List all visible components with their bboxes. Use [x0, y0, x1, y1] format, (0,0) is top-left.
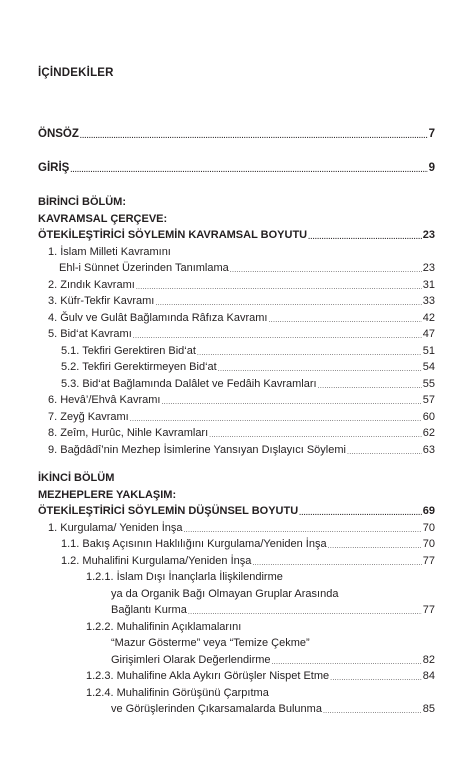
part1-heading-1: BİRİNCİ BÖLÜM:	[38, 196, 126, 208]
dot-leader	[70, 164, 427, 176]
dot-leader	[155, 298, 421, 310]
toc-entry-line: 1.2.2. Muhalifinin Açıklamalarını	[86, 620, 242, 633]
toc-page-number: 85	[422, 703, 435, 715]
toc-entry[interactable]	[38, 536, 435, 553]
toc-page-number: 70	[422, 538, 435, 550]
toc-page-number: 70	[422, 521, 435, 534]
toc-entry-label: 4. Ğulv ve Gulât Bağlamında Râfıza Kavramı	[48, 311, 268, 324]
toc-entry-giris[interactable]	[38, 160, 435, 177]
toc-page-number: 69	[422, 505, 435, 517]
toc-entry[interactable]	[38, 392, 435, 409]
part2-heading-3[interactable]	[38, 503, 435, 520]
dot-leader	[323, 706, 422, 718]
toc-entry-label: 8. Zeîm, Hurûc, Nihle Kavramları	[48, 427, 209, 439]
dot-leader	[130, 413, 422, 425]
toc-entry[interactable]	[38, 520, 435, 537]
toc-page-number: 54	[422, 361, 435, 373]
dot-leader	[308, 232, 422, 244]
toc-entry-label: 1.1. Bakış Açısının Haklılığını Kurgulama/Yeniden İnşa	[61, 538, 327, 550]
toc-entry-label: 1.2.3. Muhalifine Akla Aykırı Görüşler Nispet Etme	[86, 670, 330, 682]
dot-leader	[184, 524, 422, 536]
dot-leader	[330, 673, 422, 685]
toc-entry-onsoz[interactable]	[38, 126, 435, 143]
page-title: İÇİNDEKİLER	[38, 67, 114, 79]
toc-page-number: 84	[422, 670, 435, 682]
dot-leader	[272, 656, 422, 668]
toc-entry[interactable]	[38, 277, 435, 294]
toc-page-number: 51	[422, 344, 435, 357]
toc-entry-label: Girişimleri Olarak Değerlendirme	[111, 653, 271, 666]
toc-entry-label: 7. Zeyğ Kavramı	[48, 410, 129, 423]
dot-leader	[209, 430, 422, 442]
toc-page-number: 62	[422, 427, 435, 439]
toc-entry-line: 1.2.4. Muhalifinin Görüşünü Çarpıtma	[86, 686, 269, 699]
dot-leader	[230, 265, 422, 277]
toc-entry-label: 1.2. Muhalifini Kurgulama/Yeniden İnşa	[61, 554, 252, 567]
toc-entry-line: ya da Organik Bağı Olmayan Gruplar Arasında	[111, 587, 339, 600]
dot-leader	[197, 347, 422, 359]
toc-entry-label: 5.3. Bid‘at Bağlamında Dalâlet ve Fedâih Kavramları	[61, 377, 317, 390]
toc-page-number: 82	[422, 653, 435, 666]
toc-page-number: 33	[422, 295, 435, 307]
toc-entry[interactable]	[38, 310, 435, 327]
toc-page-number: 7	[428, 128, 435, 140]
toc-page-number: 57	[422, 394, 435, 406]
toc-page-number: 42	[422, 311, 435, 324]
toc-page-number: 23	[422, 262, 435, 274]
toc-entry-label: Ehl-i Sünnet Üzerinden Tanımlama	[59, 262, 229, 274]
toc-entry-label: 5.2. Tekfiri Gerektirmeyen Bid‘at	[61, 361, 217, 373]
dot-leader	[347, 446, 422, 458]
toc-page-number: 23	[422, 229, 435, 241]
toc-page-number: 9	[428, 161, 435, 174]
toc-entry-line: 1.2.1. İslam Dışı İnançlarla İlişkilendirme	[86, 571, 283, 583]
dot-leader	[136, 281, 422, 293]
toc-page-number: 60	[422, 410, 435, 423]
toc-entry-label: 3. Küfr-Tekfir Kavramı	[48, 295, 155, 307]
toc-entry[interactable]	[38, 701, 435, 718]
toc-entry-label: 1. Kurgulama/ Yeniden İnşa	[48, 521, 183, 534]
toc-entry[interactable]	[38, 343, 435, 360]
dot-leader	[218, 364, 422, 376]
toc-entry-label: 9. Bağdâdî’nin Mezhep İsimlerine Yansıyan Dışlayıcı Söylemi	[48, 443, 346, 456]
toc-entry-label: 2. Zındık Kavramı	[48, 278, 135, 291]
toc-page-number: 55	[422, 377, 435, 390]
dot-leader	[299, 508, 422, 520]
toc-entry[interactable]	[38, 359, 435, 376]
toc-entry-label: ÖNSÖZ	[38, 128, 79, 140]
toc-entry-label: 6. Hevâ’/Ehvâ Kavramı	[48, 394, 161, 406]
table-of-contents	[38, 126, 435, 718]
toc-entry-label: 5.1. Tekfiri Gerektiren Bid‘at	[61, 344, 196, 357]
toc-entry[interactable]	[38, 652, 435, 669]
toc-entry-label: GİRİŞ	[38, 161, 70, 174]
toc-entry-label: ÖTEKİLEŞTİRİCİ SÖYLEMİN KAVRAMSAL BOYUTU	[38, 229, 308, 241]
toc-entry[interactable]	[38, 602, 435, 619]
toc-entry[interactable]	[38, 409, 435, 426]
toc-entry-line: “Mazur Gösterme” veya “Temize Çekme”	[111, 637, 310, 649]
dot-leader	[188, 607, 422, 619]
dot-leader	[133, 331, 422, 343]
part2-heading-1: İKİNCİ BÖLÜM	[38, 472, 115, 484]
toc-entry[interactable]	[38, 442, 435, 459]
part1-heading-3[interactable]	[38, 227, 435, 244]
part1-heading-2: KAVRAMSAL ÇERÇEVE:	[38, 212, 168, 225]
dot-leader	[318, 380, 422, 392]
toc-entry-label: 5. Bid‘at Kavramı	[48, 328, 132, 340]
part2-heading-2: MEZHEPLERE YAKLAŞIM:	[38, 488, 177, 501]
toc-entry-label: ÖTEKİLEŞTİRİCİ SÖYLEMİN DÜŞÜNSEL BOYUTU	[38, 505, 299, 517]
toc-entry[interactable]	[38, 425, 435, 442]
toc-entry[interactable]	[38, 326, 435, 343]
toc-page-number: 63	[422, 443, 435, 456]
dot-leader	[328, 541, 422, 553]
toc-entry[interactable]	[38, 553, 435, 570]
toc-entry[interactable]	[38, 376, 435, 393]
toc-entry[interactable]	[38, 260, 435, 277]
dot-leader	[162, 397, 422, 409]
toc-entry[interactable]	[38, 293, 435, 310]
toc-page-number: 47	[422, 328, 435, 340]
toc-page-number: 77	[422, 554, 435, 567]
toc-entry-label: ve Görüşlerinden Çıkarsamalarda Bulunma	[111, 703, 322, 715]
dot-leader	[269, 314, 422, 326]
toc-entry-label: Bağlantı Kurma	[111, 604, 187, 616]
toc-page-number: 77	[422, 604, 435, 616]
toc-entry-line: 1. İslam Milleti Kavramını	[48, 245, 171, 258]
dot-leader	[80, 131, 428, 143]
dot-leader	[252, 557, 421, 569]
toc-entry[interactable]	[38, 668, 435, 685]
toc-page-number: 31	[422, 278, 435, 291]
